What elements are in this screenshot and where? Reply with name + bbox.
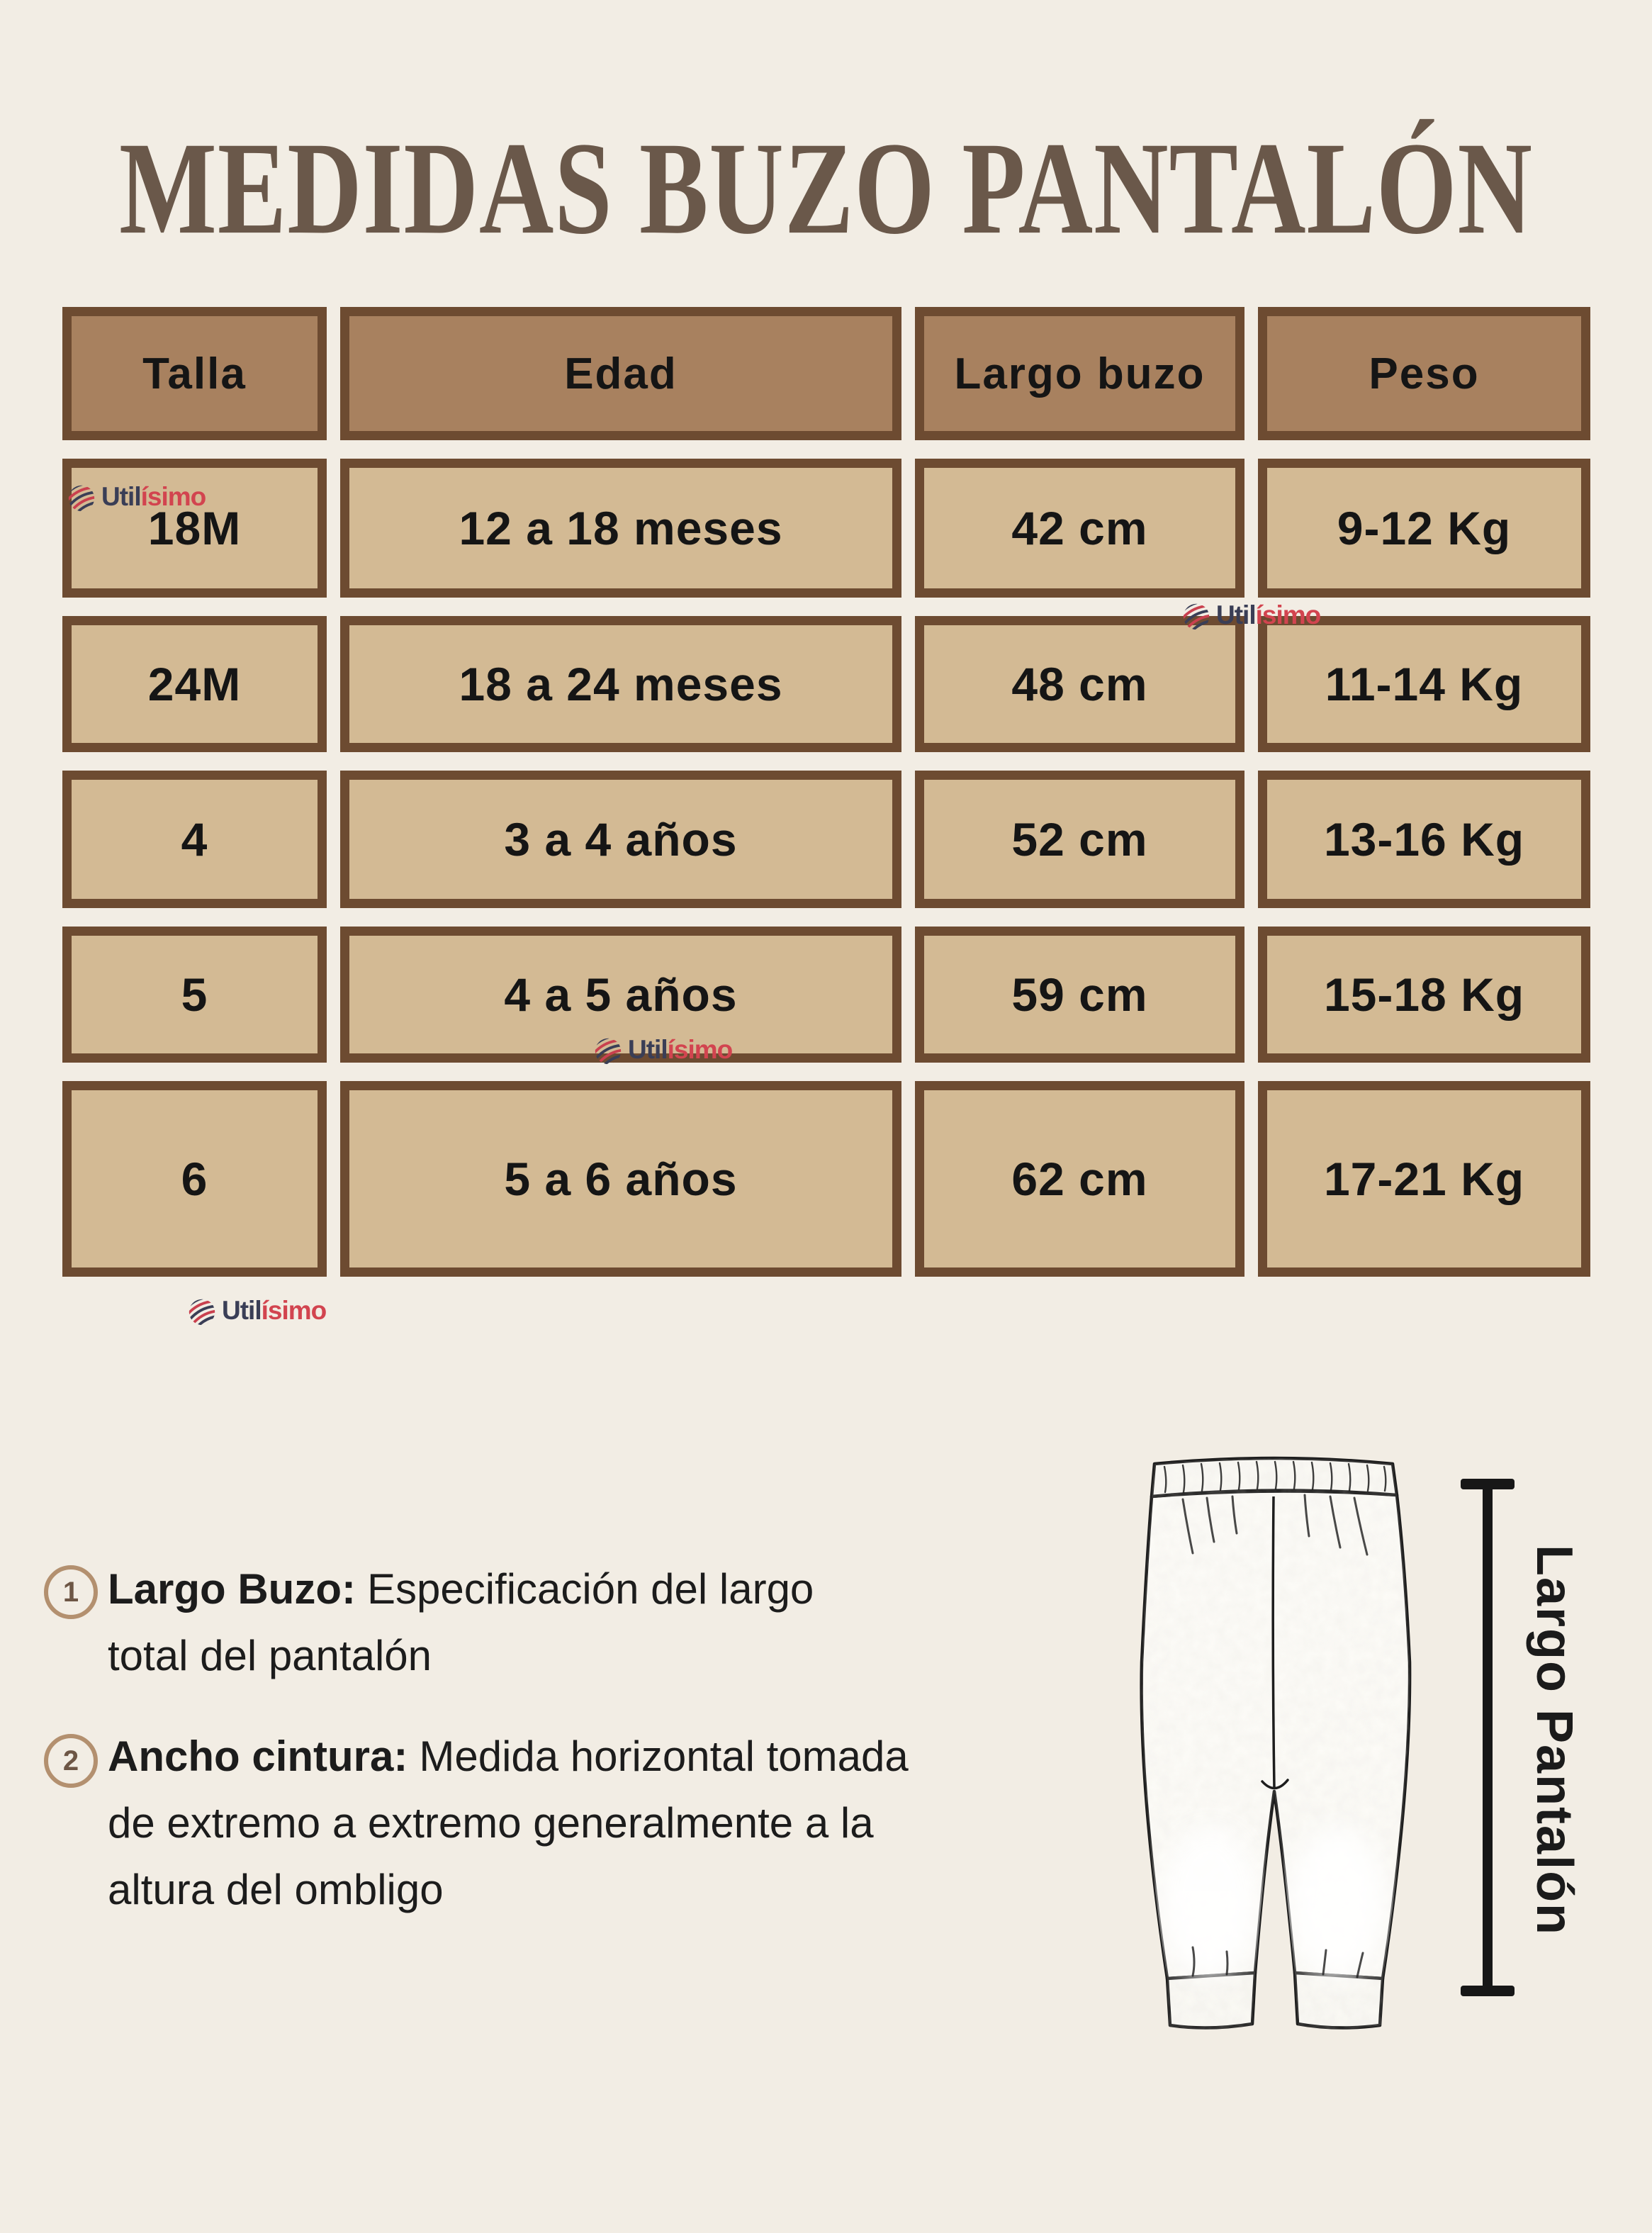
table-cell: 4 [62, 771, 327, 908]
table-cell: 11-14 Kg [1258, 616, 1590, 752]
table-cell: 15-18 Kg [1258, 927, 1590, 1063]
utilisimo-logo-icon [592, 1034, 624, 1066]
table-cell: 59 cm [915, 927, 1244, 1063]
note-number-badge [44, 1734, 98, 1788]
utilisimo-logo-icon [65, 481, 98, 513]
note-line: total del pantalón [108, 1632, 432, 1679]
note-line: de extremo a extremo generalmente a la [108, 1799, 874, 1847]
header-cell-edad: Edad [340, 307, 901, 440]
utilisimo-wordmark: Utilísimo [1216, 600, 1321, 629]
note-line: Largo Buzo: Especificación del largo [108, 1565, 814, 1613]
note-number-badge [44, 1565, 98, 1619]
table-cell: 17-21 Kg [1258, 1081, 1590, 1277]
page-title: MEDIDAS BUZO PANTALÓN [119, 114, 1533, 262]
utilisimo-watermark [592, 1034, 732, 1066]
table-cell: 48 cm [915, 616, 1244, 752]
measure-line [1483, 1479, 1493, 1996]
note-ancho-cintura [108, 1723, 1157, 1923]
utilisimo-watermark [186, 1294, 326, 1327]
table-cell: 18M [62, 459, 327, 598]
header-cell-talla: Talla [62, 307, 327, 440]
note-largo-buzo [108, 1556, 1157, 1689]
table-cell: 5 a 6 años [340, 1081, 901, 1277]
table-cell: 42 cm [915, 459, 1244, 598]
measure-cap-bottom [1461, 1986, 1515, 1996]
table-cell: 9-12 Kg [1258, 459, 1590, 598]
utilisimo-watermark [1180, 599, 1320, 632]
header-cell-largo-buzo: Largo buzo [915, 307, 1244, 440]
table-cell: 24M [62, 616, 327, 752]
utilisimo-wordmark: Utilísimo [101, 482, 206, 511]
size-table [62, 307, 1590, 1277]
table-cell: 12 a 18 meses [340, 459, 901, 598]
table-cell: 52 cm [915, 771, 1244, 908]
note-number: 2 [62, 1745, 79, 1776]
utilisimo-logo-icon [186, 1294, 218, 1327]
table-cell: 62 cm [915, 1081, 1244, 1277]
note-line: altura del ombligo [108, 1866, 444, 1913]
utilisimo-watermark [65, 481, 206, 513]
measure-label: Largo Pantalón [1526, 1544, 1583, 1937]
table-cell: 18 a 24 meses [340, 616, 901, 752]
table-cell: 13-16 Kg [1258, 771, 1590, 908]
table-cell: 5 [62, 927, 327, 1063]
table-cell: 3 a 4 años [340, 771, 901, 908]
note-line: Ancho cintura: Medida horizontal tomada [108, 1733, 909, 1780]
table-cell: 6 [62, 1081, 327, 1277]
header-cell-peso: Peso [1258, 307, 1590, 440]
utilisimo-wordmark: Utilísimo [222, 1296, 327, 1325]
pants-illustration [1123, 1450, 1428, 2074]
utilisimo-logo-icon [1180, 599, 1213, 632]
table-cell: 4 a 5 años [340, 927, 901, 1063]
utilisimo-wordmark: Utilísimo [628, 1035, 733, 1064]
note-number: 1 [62, 1576, 79, 1608]
